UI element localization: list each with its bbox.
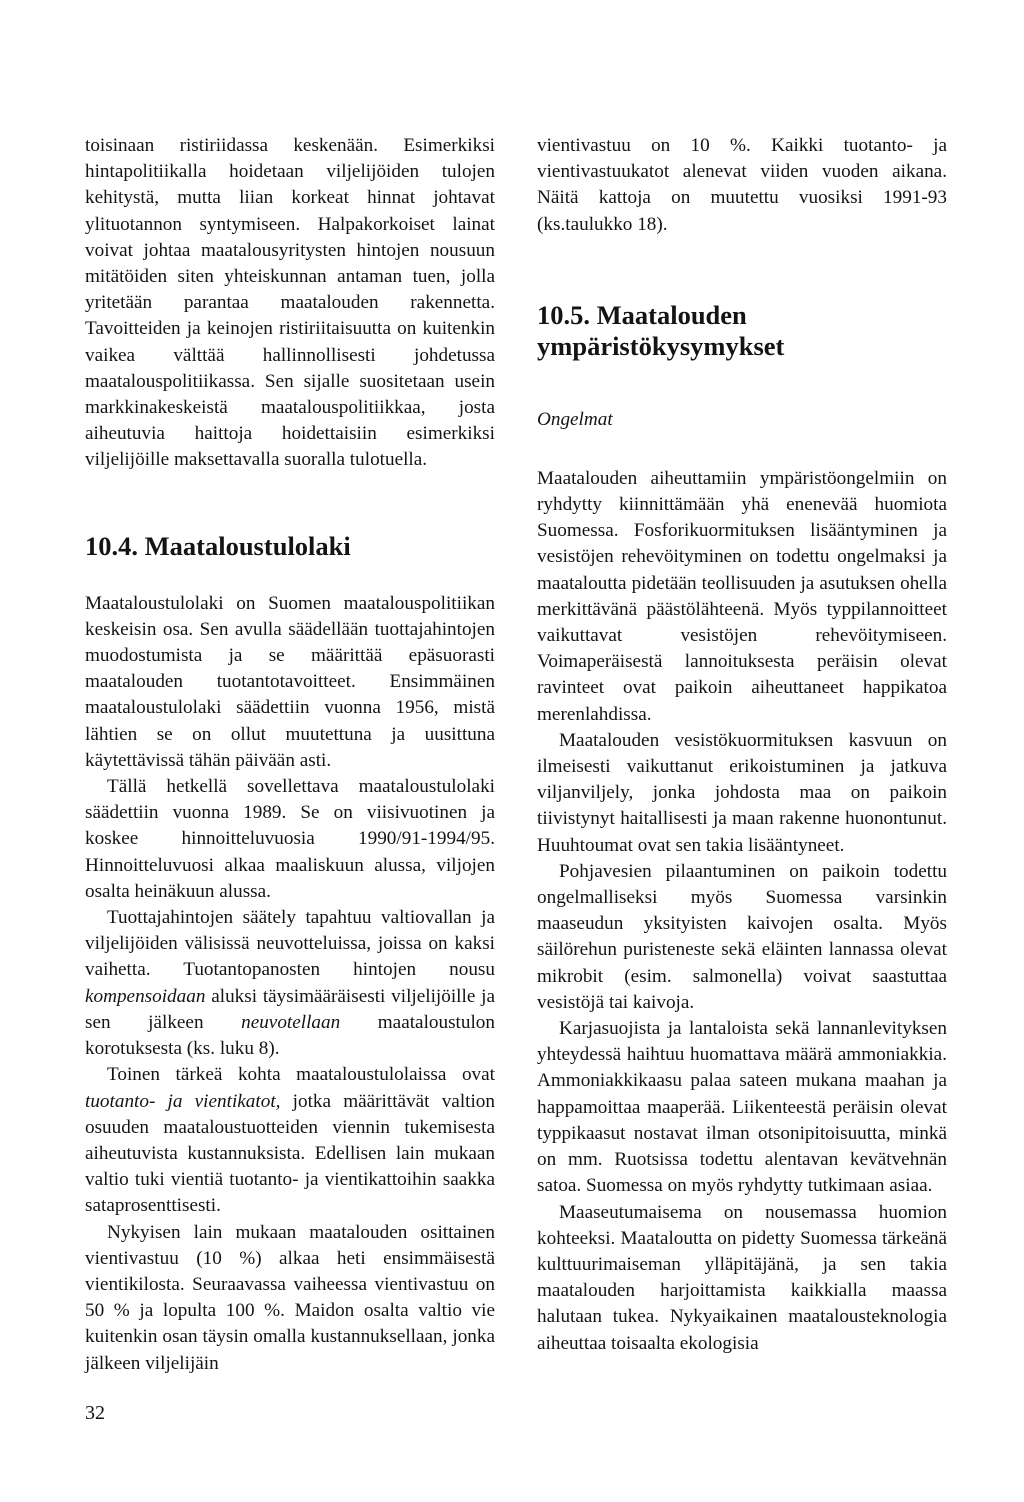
body-paragraph: Maataloustulolaki on Suomen maatalouspolitiikan keskeisin osa. Sen avulla säädellään tuottajahintojen muodostumista ja se määrittää epäsuorasti maatalouden tuotantotavoitteet. Ensimmäinen maataloustulolaki säädettiin vuonna 1956, mistä lähtien se on ollut muutettuna ja uusittuna käytettävissä tähän päivään asti. (85, 592, 495, 771)
body-paragraph: Maatalouden vesistökuormituksen kasvuun on ilmeisesti vaikuttanut erikoistuminen ja jatkuva viljanviljely, jonka johdosta maa on paikoin tiivistynyt haitallisesti ja maan rakenne huonontunut. Huuhtoumat ovat sen takia lisääntyneet. (537, 729, 947, 856)
body-paragraph: Tällä hetkellä sovellettava maataloustulolaki säädettiin vuonna 1989. Se on viisivuotinen ja koskee hinnoitteluvuosia 1990/91-1994/95. Hinnoitteluvuosi alkaa maaliskuun alussa, viljojen osalta heinäkuun alussa. (85, 776, 495, 902)
body-paragraph: Maaseutumaisema on nousemassa huomion kohteeksi. Maataloutta on pidetty Suomessa tärkeänä kulttuurimaiseman ylläpitäjänä, ja sen takia maatalouden harjoittamista kaikkialla maassa halutaan tukea. Nykyaikainen maatalousteknologia aiheuttaa toisaalta ekologisia (537, 1201, 947, 1354)
italic-term: tuotanto- ja vientikatot, (85, 1090, 281, 1112)
body-paragraph: Pohjavesien pilaantuminen on paikoin todettu ongelmalliseksi myös Suomessa varsinkin maaseudun yksityisten kaivojen osalta. Myös säilörehun puristeneste sekä eläinten lannassa olevat mikrobit (esim. salmonella) voivat saastuttaa vesistöjä tai kaivoja. (537, 860, 947, 1013)
body-paragraph: Karjasuojista ja lantaloista sekä lannanlevityksen yhteydessä haihtuu huomattava määrä ammoniakkia. Ammoniakkikaasu palaa sateen mukana maahan ja happamoittaa maaperää. Liikenteestä peräisin olevat typpikaasut nostavat ilman otsonipitoisuutta, minkä on mm. Ruotsissa todettu alentavan kevätvehnän satoa. Suomessa on myös ryhdytty tutkimaan asiaa. (537, 1018, 947, 1197)
section-heading-10-4: 10.4. Maataloustulolaki (85, 530, 351, 561)
body-paragraph: Toinen tärkeä kohta maataloustulolaissa ovat tuotanto- ja vientikatot, jotka määrittävät valtion osuuden maataloustuotteiden viennin tukemisesta aiheutuvista kustannuksista. Edellisen lain mukaan valtio tuki vientiä tuotanto- ja vientikattoihin saakka sataprosenttisesti. (85, 1064, 495, 1217)
italic-term: kompensoidaan (85, 985, 206, 1007)
page-number: 32 (85, 1402, 105, 1424)
body-paragraph: Nykyisen lain mukaan maatalouden osittainen vientivastuu (10 %) alkaa heti ensimmäisestä vientikilosta. Seuraavassa vaiheessa vientivastuu on 50 % ja lopulta 100 %. Maidon osalta valtio vie kuitenkin osan täysin omalla kustannuksellaan, jonka jälkeen viljelijäin (85, 1221, 495, 1374)
left-column (85, 133, 495, 1377)
continuation-paragraph: vientivastuu on 10 %. Kaikki tuotanto- ja vientivastuukatot alenevat viiden vuoden aikana. Näitä kattoja on muutettu vuosiksi 1991-93 (ks.taulukko 18). (537, 135, 947, 235)
body-paragraph: Maatalouden aiheuttamiin ympäristöongelmiin on ryhdytty kiinnittämään yhä enenevää huomiota Suomessa. Fosforikuormituksen lisääntyminen ja vesistöjen rehevöityminen on todettu ongelmaksi ja maataloutta pidetään teollisuuden ja asutuksen ohella merkittävänä päästölähteenä. Myös typpilannoitteet vaikuttavat vesistöjen rehevöitymiseen. Voimaperäisestä lannoituksesta peräisin olevat ravinteet ovat paikoin aiheuttaneet happikatoa merenlahdissa. (537, 467, 947, 725)
right-column (537, 133, 947, 1357)
italic-term: neuvotellaan (241, 1011, 341, 1033)
subheading-ongelmat: Ongelmat (537, 408, 613, 430)
intro-paragraph: toisinaan ristiriidassa keskenään. Esimerkiksi hintapolitiikalla hoidetaan viljelijöiden tulojen kehitystä, mutta liian korkeat hinnat johtavat ylituotannon syntymiseen. Halpakorkoiset lainat voivat johtaa maatalousyritysten hintojen nousuun mitätöiden siten yhteiskunnan antaman tuen, jolla yritetään parantaa maatalouden rakennetta. Tavoitteiden ja keinojen ristiriitaisuutta on kuitenkin vaikea välttää hallinnollisesti johdetussa maatalouspolitiikassa. Sen sijalle suositetaan usein markkinakeskeistä maatalouspolitiikkaa, josta aiheutuvia haittoja hoidettaisiin esimerkiksi viljelijöille maksettavalla suoralla tulotuella. (85, 135, 495, 471)
section-heading-10-5: 10.5. Maatalouden ympäristökysymykset (537, 299, 785, 361)
body-paragraph: Tuottajahintojen säätely tapahtuu valtiovallan ja viljelijöiden välisissä neuvotteluissa, joissa on kaksi vaihetta. Tuotantopanosten hintojen nousu kompensoidaan aluksi täysimääräisesti viljelijöille ja sen jälkeen neuvotellaan maataloustulon korotuksesta (ks. luku 8). (85, 907, 495, 1060)
